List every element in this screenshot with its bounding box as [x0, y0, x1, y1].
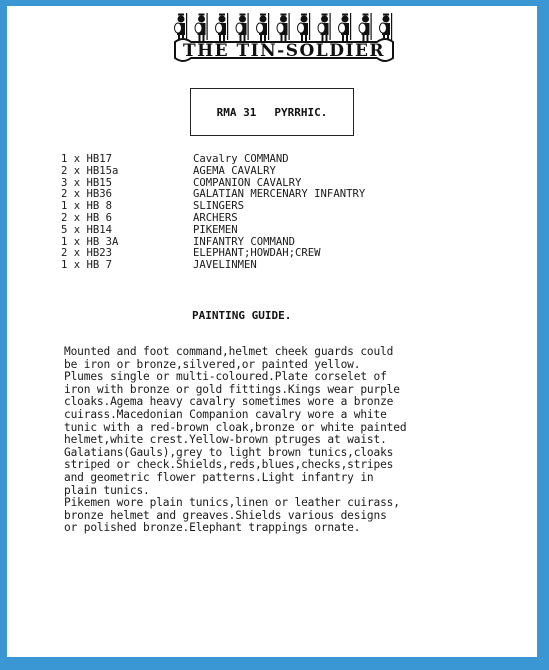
guide-line: or polished bronze.Elephant trappings ornate. — [64, 521, 361, 535]
document-page — [7, 6, 537, 657]
item-description: SLINGERS — [193, 200, 245, 213]
painting-guide-text — [64, 346, 534, 535]
guide-line: bronze helmet and greaves.Shields various designs — [64, 508, 387, 522]
painting-guide-heading: PAINTING GUIDE. — [192, 309, 292, 322]
guide-line: Galatians(Gauls),grey to light brown tunics,cloaks — [64, 445, 394, 459]
item-description: COMPANION CAVALRY — [193, 176, 302, 189]
guide-line: cuirass.Macedonian Companion cavalry wore a white — [64, 407, 387, 421]
guide-line: Plumes single or multi-coloured.Plate corselet of — [64, 370, 387, 384]
guide-line: striped or check.Shields,reds,blues,checks,stripes — [64, 458, 394, 472]
item-description: Cavalry COMMAND — [193, 153, 289, 165]
guide-line: plain tunics. — [64, 483, 150, 497]
guide-line: iron with bronze or gold fittings.Kings wear purple — [64, 382, 400, 396]
guide-line: cloaks.Agema heavy cavalry sometimes wore a bronze — [64, 395, 394, 409]
item-description: GALATIAN MERCENARY INFANTRY — [193, 188, 366, 201]
product-name: PYRRHIC. — [274, 105, 328, 119]
item-quantity-code: 2 x HB 6 — [61, 211, 113, 224]
item-quantity-code: 1 x HB 3A — [61, 235, 119, 248]
item-quantity-code: 1 x HB 7 — [61, 259, 113, 272]
item-description: PIKEMEN — [193, 223, 238, 236]
contents-list — [61, 154, 365, 272]
item-quantity-code: 1 x HB 8 — [61, 200, 113, 213]
list-item — [61, 166, 365, 178]
item-quantity-code: 1 x HB17 — [61, 153, 113, 165]
guide-line: Pikemen wore plain tunics,linen or leather cuirass, — [64, 496, 400, 510]
svg-text:THE TIN-SOLDIER: THE TIN-SOLDIER — [182, 41, 386, 61]
item-quantity-code: 3 x HB15 — [61, 176, 113, 189]
item-quantity-code: 2 x HB23 — [61, 247, 113, 260]
item-description: AGEMA CAVALRY — [193, 164, 276, 177]
guide-line: Mounted and foot command,helmet cheek guards could — [64, 345, 394, 358]
list-item — [61, 225, 365, 237]
product-code: RMA 31 — [216, 105, 257, 119]
item-description: INFANTRY COMMAND — [193, 235, 296, 248]
item-quantity-code: 5 x HB14 — [61, 223, 113, 236]
guide-line: and geometric flower patterns.Light infantry in — [64, 470, 374, 484]
list-item — [61, 213, 365, 225]
item-description: JAVELINMEN — [193, 259, 257, 272]
item-description: ELEPHANT;HOWDAH;CREW — [193, 247, 321, 260]
list-item — [61, 260, 365, 272]
product-reference-box — [190, 88, 354, 136]
item-description: ARCHERS — [193, 211, 238, 224]
guide-line: be iron or bronze,silvered,or painted yellow. — [64, 357, 361, 371]
guide-line: helmet,white crest.Yellow-brown ptruges at waist. — [64, 433, 387, 447]
tin-soldier-logo — [169, 12, 399, 72]
guide-line: tunic with a red-brown cloak,bronze or white painted — [64, 420, 407, 434]
item-quantity-code: 2 x HB36 — [61, 188, 113, 201]
item-quantity-code: 2 x HB15a — [61, 164, 119, 177]
